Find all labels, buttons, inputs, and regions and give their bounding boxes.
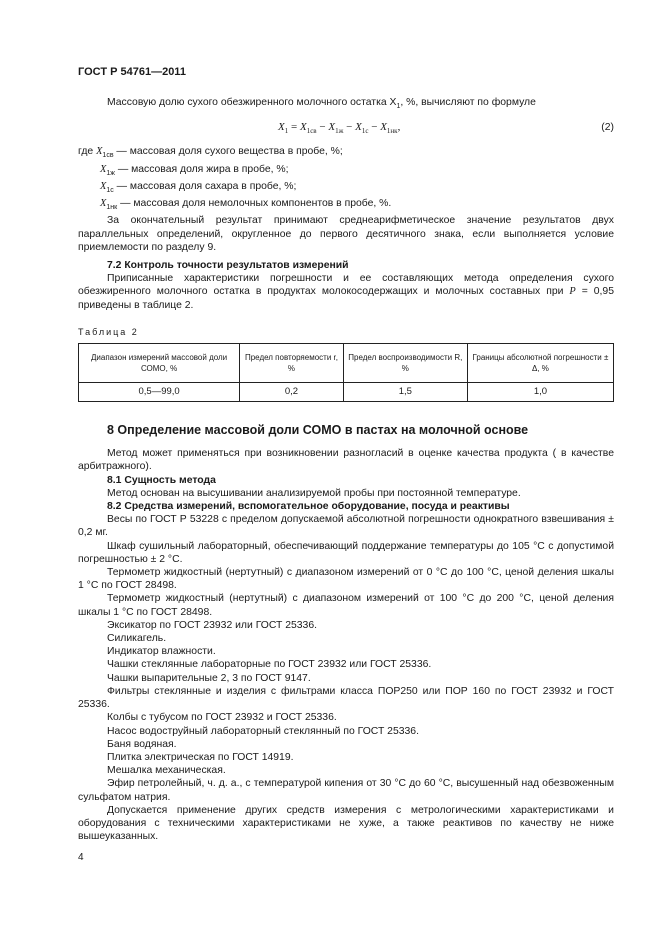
where-symbol: X <box>100 180 107 192</box>
table-2 <box>78 343 614 402</box>
table-cell-range: 0,5—99,0 <box>79 383 240 402</box>
probability-symbol: P <box>569 286 576 298</box>
section-8-intro: Метод может применяться при возникновении разногласий в оценке качества продукта ( в качестве арбитражного). <box>78 448 614 473</box>
where-symbol: X <box>96 146 103 158</box>
formula-2 <box>78 119 614 141</box>
page-number: 4 <box>78 852 84 863</box>
standard-header: ГОСТ Р 54761—2011 <box>78 66 186 78</box>
intro-tail: , %, вычисляют по формуле <box>400 97 536 108</box>
equipment-item: Термометр жидкостный (нертутный) с диапазоном измерений от 100 °С до 200 °С, ценой деления шкалы 1 °С по ГОСТ 28498. <box>78 593 614 618</box>
equipment-item: Плитка электрическая по ГОСТ 14919. <box>107 751 294 763</box>
where-symbol: X <box>100 198 107 210</box>
intro-subscript: 1 <box>396 103 401 111</box>
section-8-2-title: 8.2 Средства измерений, вспомогательное оборудование, посуда и реактивы <box>107 501 510 513</box>
equipment-item: Термометр жидкостный (нертутный) с диапазоном измерений от 0 °С до 100 °С, ценой деления шкалы 1 °С по ГОСТ 28498. <box>78 567 614 592</box>
table-header-range: Диапазон измерений массовой доли СОМО, % <box>79 344 240 383</box>
equipment-item: Допускается применение других средств измерения с метрологическими характеристиками и оборудования с техническими характеристиками не хуже, а также реактивов по качеству не ниже вышеуказанных. <box>78 804 614 843</box>
where-list <box>78 145 614 214</box>
table-header-row <box>79 344 614 383</box>
section-7-2-text <box>78 272 614 312</box>
where-item <box>78 197 614 214</box>
where-text: — массовая доля сахара в пробе, %; <box>113 180 297 192</box>
equipment-item: Насос водоструйный лабораторный стеклянный по ГОСТ 25336. <box>107 725 419 737</box>
equipment-item: Шкаф сушильный лабораторный, обеспечивающий поддержание температуры до 105 °С с допустимой погрешностью ± 2 °С. <box>78 540 614 565</box>
where-symbol: X <box>100 163 107 175</box>
where-text: — массовая доля немолочных компонентов в пробе, %. <box>117 198 392 210</box>
section-7-2-title: 7.2 Контроль точности результатов измерений <box>107 260 349 272</box>
where-subscript: 1ж <box>106 169 115 177</box>
equipment-item: Чашки стеклянные лабораторные по ГОСТ 23932 или ГОСТ 25336. <box>107 659 432 671</box>
equipment-list <box>78 513 614 843</box>
section-8-1-text: Метод основан на высушивании анализируемой пробы при постоянной температуре. <box>107 487 521 499</box>
intro-paragraph <box>78 96 614 113</box>
section-7-2-text-b: = 0,95 приведены в таблице 2. <box>78 286 614 311</box>
formula-number: (2) <box>601 122 614 134</box>
where-subscript: 1св <box>102 152 114 160</box>
table-cell-error: 1,0 <box>467 383 613 402</box>
where-text: — массовая доля жира в пробе, %; <box>114 163 289 175</box>
equipment-item: Колбы с тубусом по ГОСТ 23932 и ГОСТ 25336. <box>107 712 337 724</box>
where-item <box>78 145 614 162</box>
table-cell-repeatability: 0,2 <box>240 383 344 402</box>
equipment-item: Весы по ГОСТ Р 53228 с пределом допускаемой абсолютной погрешности однократного взвешивания ± 0,2 мг. <box>78 514 614 539</box>
equipment-item: Чашки выпарительные 2, 3 по ГОСТ 9147. <box>107 672 311 684</box>
table-header-repeatability: Предел повторяемости r, % <box>240 344 344 383</box>
equipment-item: Мешалка механическая. <box>107 765 226 777</box>
where-lead: где <box>78 146 94 158</box>
intro-text: Массовую долю сухого обезжиренного молочного остатка X <box>107 97 397 108</box>
equipment-item: Баня водяная. <box>107 738 177 750</box>
equipment-item: Фильтры стеклянные и изделия с фильтрами класса ПОР250 или ПОР 160 по ГОСТ 23932 и ГОСТ 25336. <box>78 685 614 711</box>
where-subscript: 1нк <box>106 204 118 212</box>
table-row <box>79 383 614 402</box>
table-header-error: Границы абсолютной погрешности ± Δ, % <box>467 344 613 383</box>
table-caption: Таблица 2 <box>78 326 139 337</box>
formula-expression: $X_1 = X_{1св} - X_{1ж} - X_{1с} - X_{1нк}$, <box>278 121 401 136</box>
section-7-2-text-a: Приписанные характеристики погрешности и ее составляющих метода определения сухого обезжиренного молочного остатка в продуктах молокосодержащих и молочных составных при <box>78 273 614 298</box>
final-result-paragraph: За окончательный результат принимают среднеарифметическое значение результатов двух параллельных определений, округленное до первого десятичного знака, если выполняется условие приемлемости по разделу 9. <box>78 215 614 253</box>
where-item <box>78 180 614 197</box>
equipment-item: Индикатор влажности. <box>107 646 216 658</box>
equipment-item: Эфир петролейный, ч. д. а., с температурой кипения от 30 °С до 60 °С, высушенный над обезвоженным сульфатом натрия. <box>78 778 614 803</box>
page-content <box>78 96 614 843</box>
where-item <box>78 163 614 180</box>
section-8-title: 8 Определение массовой доли СОМО в пастах на молочной основе <box>107 423 529 438</box>
equipment-item: Эксикатор по ГОСТ 23932 или ГОСТ 25336. <box>107 619 317 631</box>
table-cell-reproducibility: 1,5 <box>343 383 467 402</box>
section-8-1-title: 8.1 Сущность метода <box>107 474 216 486</box>
equipment-item: Силикагель. <box>107 633 167 645</box>
table-header-reproducibility: Предел воспроизводимости R, % <box>343 344 467 383</box>
where-text: — массовая доля сухого вещества в пробе, %; <box>113 146 343 158</box>
where-subscript: 1с <box>106 186 114 194</box>
